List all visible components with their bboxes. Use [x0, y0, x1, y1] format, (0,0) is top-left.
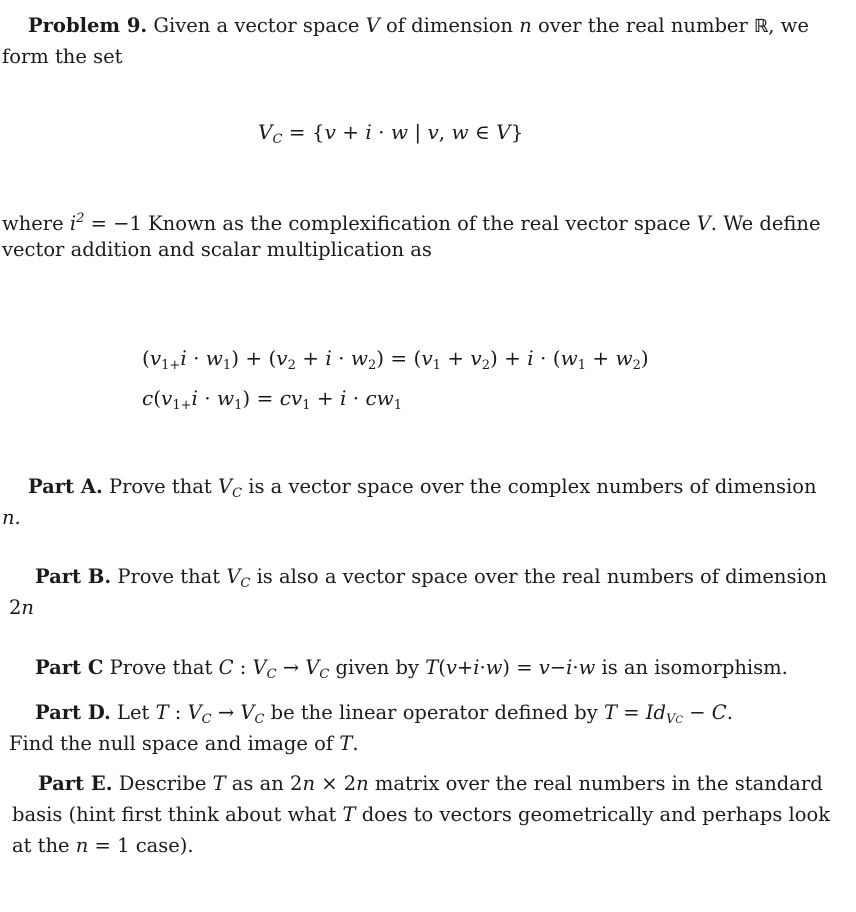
part-c: Part C Prove that C : $V_C \to V_C$ given by T(v+i·w) = v−i·w is an isomorphism. [35, 656, 788, 682]
intro-text: Given a vector space [153, 14, 360, 37]
part-e-label: Part E. [38, 772, 113, 795]
problem-intro-line1 [28, 10, 809, 42]
i-squared: $i^2$ [69, 211, 85, 235]
part-a: Part A. Prove that $V_C$ is a vector space over the complex numbers of dimension [28, 475, 817, 501]
intro-text: of dimension [385, 14, 513, 37]
part-d-cont: Find the null space and image of T. [9, 732, 359, 755]
where-text: where [2, 212, 64, 235]
part-e-line3: at the n = 1 case). [12, 834, 194, 857]
part-a-label: Part A. [28, 475, 103, 498]
part-e-line2: basis (hint first think about what T does to vectors geometrically and perhaps look [12, 803, 831, 826]
var-V: V [696, 212, 711, 235]
part-a-cont: n. [2, 506, 21, 529]
we-define-text: . We define [710, 212, 821, 235]
part-d-label: Part D. [35, 701, 111, 724]
part-c-label: Part C [35, 656, 104, 679]
intro-text: over the real number [537, 14, 748, 37]
reals-symbol: ℝ [753, 16, 769, 37]
part-d: Part D. Let T : $V_C \to V_C$ be the linear operator defined by $T = Id_{VC} - C$. [35, 701, 733, 727]
part-b-label: Part B. [35, 565, 112, 588]
var-V: V [365, 14, 380, 37]
addition-equation: $(v_{1+}i \cdot w_1) + (v_2 + i \cdot w_2) = (v_1 + v_2) + i \cdot (w_1 + w_2)$ [142, 346, 649, 373]
scalar-equation: $c(v_{1+}i \cdot w_1) = cv_1 + i \cdot cw_1$ [142, 386, 403, 413]
problem-intro-line2: form the set [2, 45, 123, 68]
known-text: Known as the complexification of the real vector space [148, 212, 691, 235]
intro-text: , we [768, 14, 809, 37]
where-line1: where $i^2 = -1$ Known as the complexification of the real vector space V. We define [2, 211, 821, 235]
set-definition-equation: $V_C = \{v + i \cdot w$ | v, w ∈ V} [258, 120, 524, 147]
var-n: n [519, 14, 532, 37]
part-b: Part B. Prove that $V_C$ is also a vector space over the real numbers of dimension [35, 565, 828, 591]
problem-heading: Problem 9. [28, 14, 148, 37]
part-e: Part E. Describe T as an 2n × 2n matrix over the real numbers in the standard [38, 772, 823, 795]
part-b-cont: 2n [9, 596, 34, 619]
where-line2: vector addition and scalar multiplication as [2, 238, 432, 261]
